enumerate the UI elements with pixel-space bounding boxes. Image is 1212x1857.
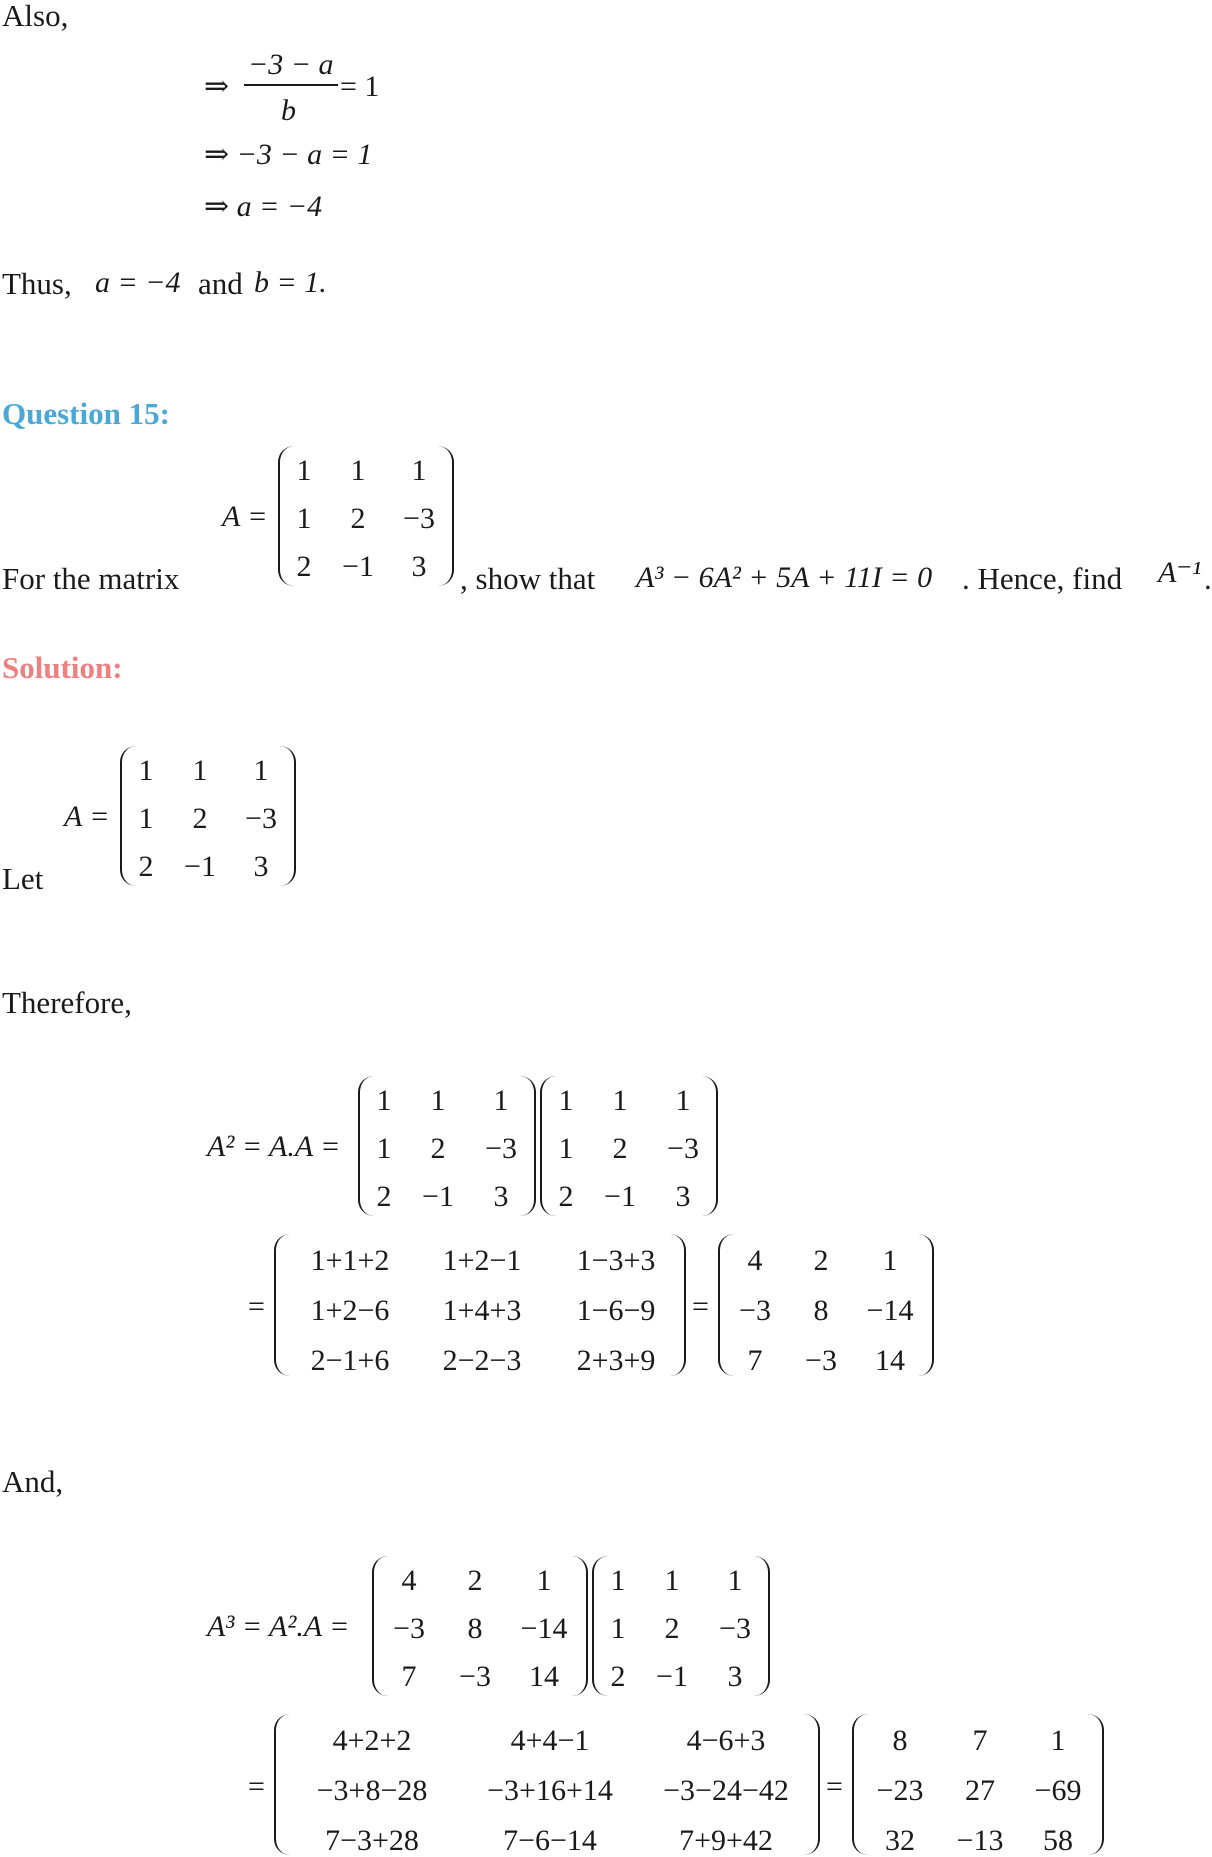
solution-heading: Solution: [2, 650, 123, 685]
matrix-cell: −3 [485, 1132, 517, 1165]
A3-left-matrix [372, 1556, 588, 1696]
matrix-cell: −3+16+14 [487, 1774, 613, 1807]
matrix-cell: 2 [296, 550, 312, 583]
A2-result-equals: = [692, 1290, 709, 1323]
and-text: and [198, 266, 243, 301]
step1-numerator: −3 − a [248, 48, 334, 81]
matrix-cell: 1 [558, 1132, 574, 1165]
matrix-cell: 1 [411, 454, 427, 487]
matrix-cell: 8 [813, 1294, 829, 1327]
therefore-text: Therefore, [2, 985, 132, 1020]
matrix-cell: 8 [467, 1612, 483, 1645]
matrix-cell: −1 [656, 1660, 688, 1693]
solution-A-label: A = [64, 800, 110, 833]
matrix-cell: −3 [393, 1612, 425, 1645]
matrix-cell: 1 [882, 1244, 898, 1277]
question-show-text: , show that [460, 561, 596, 596]
matrix-cell: 1 [376, 1084, 392, 1117]
matrix-cell: 1 [536, 1564, 552, 1597]
matrix-cell: 1 [727, 1564, 743, 1597]
matrix-cell: −13 [956, 1824, 1004, 1857]
a-value: a = −4 [95, 266, 181, 299]
matrix-cell: −3 [245, 802, 277, 835]
matrix-cell: 1 [430, 1084, 446, 1117]
matrix-cell: 2 [612, 1132, 628, 1165]
matrix-cell: 3 [493, 1180, 509, 1213]
matrix-cell: 7 [401, 1660, 417, 1693]
matrix-cell: −1 [604, 1180, 636, 1213]
also-text: Also, [2, 0, 69, 33]
matrix-cell: 1−3+3 [576, 1244, 656, 1277]
matrix-cell: 3 [675, 1180, 691, 1213]
matrix-cell: 1 [350, 454, 366, 487]
matrix-cell: 1 [558, 1084, 574, 1117]
matrix-cell: 3 [411, 550, 427, 583]
matrix-cell: −3−24−42 [663, 1774, 789, 1807]
matrix-cell: 1+1+2 [310, 1244, 390, 1277]
let-text: Let [2, 861, 44, 896]
matrix-cell: 2 [664, 1612, 680, 1645]
matrix-cell: 1 [664, 1564, 680, 1597]
question-equation: A³ − 6A² + 5A + 11I = 0 [636, 561, 933, 594]
matrix-cell: −3 [739, 1294, 771, 1327]
matrix-cell: 2 [430, 1132, 446, 1165]
matrix-cell: 1 [612, 1084, 628, 1117]
matrix-cell: 1 [192, 754, 208, 787]
A3-expand-equals: = [248, 1770, 265, 1803]
matrix-cell: 27 [965, 1774, 995, 1807]
matrix-cell: 3 [253, 850, 269, 883]
b-value: b = 1. [254, 266, 327, 299]
matrix-cell: 1 [296, 502, 312, 535]
A2-expand-equals: = [248, 1290, 265, 1323]
matrix-cell: 2 [558, 1180, 574, 1213]
A2-result-matrix [718, 1234, 934, 1376]
matrix-cell: −14 [520, 1612, 568, 1645]
matrix-cell: 1+2−1 [442, 1244, 522, 1277]
matrix-cell: 2 [192, 802, 208, 835]
matrix-cell: 1 [376, 1132, 392, 1165]
matrix-cell: 58 [1043, 1824, 1073, 1857]
matrix-cell: 2 [138, 850, 154, 883]
A3-lhs: A³ = A².A = [207, 1610, 350, 1643]
step1-fraction-bar [244, 84, 338, 86]
matrix-cell: −1 [422, 1180, 454, 1213]
matrix-cell: 7 [747, 1344, 763, 1377]
A3-result-equals: = [826, 1770, 843, 1803]
matrix-cell: 2−1+6 [310, 1344, 390, 1377]
matrix-cell: 2 [376, 1180, 392, 1213]
matrix-cell: 1 [253, 754, 269, 787]
A2-right-matrix [540, 1076, 718, 1216]
question-heading: Question 15: [2, 396, 170, 431]
matrix-cell: 1 [1050, 1724, 1066, 1757]
matrix-cell: −3 [403, 502, 435, 535]
step1-denominator: b [281, 94, 296, 127]
step1-equals: = 1 [340, 70, 380, 103]
matrix-cell: −3+8−28 [316, 1774, 428, 1807]
matrix-cell: 7 [972, 1724, 988, 1757]
thus-text: Thus, [2, 266, 72, 301]
matrix-cell: 4+2+2 [332, 1724, 412, 1757]
question-period: . [1204, 561, 1212, 596]
matrix-cell: 1+2−6 [310, 1294, 390, 1327]
matrix-cell: 2−2−3 [442, 1344, 522, 1377]
step1-arrow: ⇒ [204, 70, 230, 103]
matrix-cell: 7−6−14 [503, 1824, 597, 1857]
and-text-2: And, [2, 1464, 64, 1499]
solution-matrix [120, 746, 296, 886]
matrix-cell: 2 [610, 1660, 626, 1693]
matrix-cell: 1+4+3 [442, 1294, 522, 1327]
matrix-cell: 1 [493, 1084, 509, 1117]
matrix-cell: 14 [875, 1344, 905, 1377]
matrix-cell: 4−6+3 [686, 1724, 766, 1757]
question-hence: . Hence, find [962, 561, 1123, 596]
matrix-cell: 2 [813, 1244, 829, 1277]
matrix-cell: 1 [610, 1564, 626, 1597]
matrix-cell: 1 [296, 454, 312, 487]
question-prefix: For the matrix [2, 561, 180, 596]
A3-result-matrix [852, 1714, 1104, 1855]
matrix-cell: −14 [866, 1294, 914, 1327]
matrix-cell: −23 [876, 1774, 924, 1807]
matrix-cell: 2 [350, 502, 366, 535]
matrix-cell: 1 [138, 754, 154, 787]
matrix-cell: 4 [401, 1564, 417, 1597]
matrix-cell: 2+3+9 [576, 1344, 656, 1377]
step2: ⇒ −3 − a = 1 [204, 138, 373, 171]
matrix-cell: 7−3+28 [325, 1824, 419, 1857]
matrix-cell: 1 [610, 1612, 626, 1645]
matrix-cell: −3 [459, 1660, 491, 1693]
matrix-cell: 32 [885, 1824, 915, 1857]
question-A-label: A = [222, 500, 268, 533]
matrix-cell: 8 [892, 1724, 908, 1757]
A3-right-matrix [592, 1556, 770, 1696]
matrix-cell: −3 [719, 1612, 751, 1645]
step3: ⇒ a = −4 [204, 190, 323, 223]
matrix-cell: 1−6−9 [576, 1294, 656, 1327]
matrix-cell: −3 [805, 1344, 837, 1377]
matrix-cell: −69 [1034, 1774, 1082, 1807]
matrix-cell: 14 [529, 1660, 559, 1693]
question-inverse: A⁻¹ [1158, 556, 1202, 589]
matrix-cell: 1 [675, 1084, 691, 1117]
question-matrix [278, 446, 454, 586]
matrix-cell: −1 [342, 550, 374, 583]
matrix-cell: −3 [667, 1132, 699, 1165]
matrix-cell: 2 [467, 1564, 483, 1597]
A2-lhs: A² = A.A = [207, 1130, 341, 1163]
matrix-cell: 4+4−1 [510, 1724, 590, 1757]
matrix-cell: 1 [138, 802, 154, 835]
A2-expand-matrix [274, 1234, 686, 1376]
A3-expand-matrix [274, 1714, 820, 1855]
matrix-cell: 7+9+42 [679, 1824, 773, 1857]
matrix-cell: −1 [184, 850, 216, 883]
matrix-cell: 4 [747, 1244, 763, 1277]
A2-left-matrix [358, 1076, 536, 1216]
matrix-cell: 3 [727, 1660, 743, 1693]
